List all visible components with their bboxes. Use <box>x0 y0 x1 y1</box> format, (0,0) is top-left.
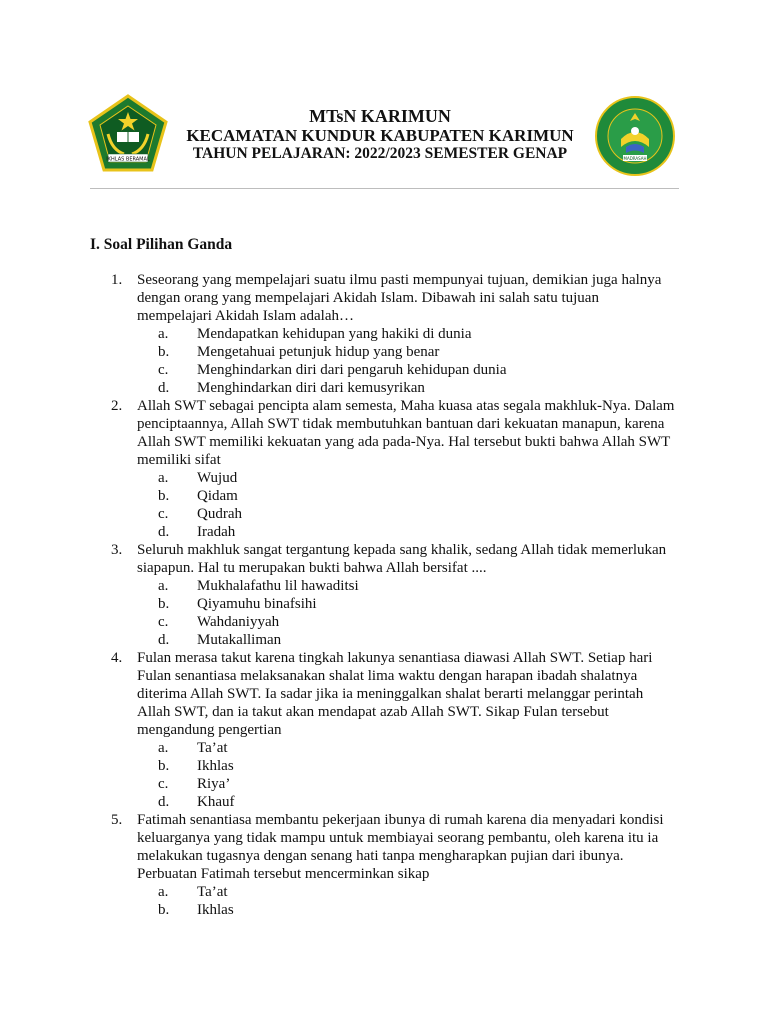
section-title: I. Soal Pilihan Ganda <box>90 236 233 253</box>
question-text-line: mengandung pengertian <box>137 722 282 738</box>
option-letter: d. <box>158 524 170 540</box>
option-letter: d. <box>158 794 170 810</box>
question-text-line: Seluruh makhluk sangat tergantung kepada sang khalik, sedang Allah tidak memerlukan <box>137 542 667 558</box>
question-text-line: diterima Allah SWT. Ia sadar jika ia meninggalkan shalat berarti melanggar perintah <box>137 686 644 702</box>
option-text: Riya’ <box>197 776 231 792</box>
option-letter: c. <box>158 506 169 522</box>
header-divider <box>90 188 679 189</box>
option-text: Wahdaniyyah <box>197 614 280 630</box>
question-number: 2. <box>111 398 123 414</box>
question-text-line: memiliki sifat <box>137 452 221 468</box>
answer-option <box>137 505 690 523</box>
option-text: Iradah <box>197 524 236 540</box>
option-text: Menghindarkan diri dari kemusyrikan <box>197 380 425 396</box>
answer-option <box>137 487 690 505</box>
logo-right-caption: MADRASAH <box>623 155 647 161</box>
question-list <box>90 271 690 919</box>
option-letter: d. <box>158 380 170 396</box>
question-text-line: Allah SWT memiliki kekuatan yang ada pada-Nya. Hal tersebut bukti bahwa Allah SWT <box>137 434 671 450</box>
answer-option <box>137 883 690 901</box>
option-text: Ta’at <box>197 740 228 756</box>
option-text: Khauf <box>197 794 235 810</box>
option-letter: a. <box>158 326 169 342</box>
option-list <box>137 325 690 397</box>
question-text-line: siapapun. Hal tu merupakan bukti bahwa Allah bersifat .... <box>137 560 487 576</box>
question-number: 3. <box>111 542 123 558</box>
question-item <box>90 811 690 919</box>
option-letter: a. <box>158 470 169 486</box>
option-letter: c. <box>158 776 169 792</box>
option-text: Menghindarkan diri dari pengaruh kehidupan dunia <box>197 362 507 378</box>
option-letter: a. <box>158 578 169 594</box>
option-letter: d. <box>158 632 170 648</box>
option-letter: b. <box>158 902 170 918</box>
school-name: MTsN KARIMUN <box>309 106 451 126</box>
question-item <box>90 541 690 649</box>
option-letter: b. <box>158 596 170 612</box>
answer-option <box>137 739 690 757</box>
option-letter: b. <box>158 344 170 360</box>
question-number: 5. <box>111 812 123 828</box>
question-text-line: dengan orang yang mempelajari Akidah Islam. Dibawah ini salah satu tujuan <box>137 290 599 306</box>
logo-left-caption: IKHLAS BERAMAL <box>106 156 150 163</box>
answer-option <box>137 595 690 613</box>
answer-option <box>137 613 690 631</box>
question-text-line: keluarganya yang tidak mampu untuk membiayai seorang pembantu, oleh karena itu ia <box>137 830 659 846</box>
option-text: Ta’at <box>197 884 228 900</box>
option-text: Mengetahuai petunjuk hidup yang benar <box>197 344 440 360</box>
option-text: Ikhlas <box>197 902 234 918</box>
question-text-line: Allah SWT sebagai pencipta alam semesta, Maha kuasa atas segala makhluk-Nya. Dalam <box>137 398 675 414</box>
question-item <box>90 271 690 397</box>
answer-option <box>137 775 690 793</box>
option-text: Mendapatkan kehidupan yang hakiki di dunia <box>197 326 472 342</box>
answer-option <box>137 631 690 649</box>
answer-option <box>137 379 690 397</box>
question-text-line: Perbuatan Fatimah tersebut mencerminkan sikap <box>137 866 430 882</box>
option-text: Wujud <box>197 470 238 486</box>
question-text-line: Fatimah senantiasa membantu pekerjaan ibunya di rumah karena dia menyadari kondisi <box>137 812 664 828</box>
question-text-line: Seseorang yang mempelajari suatu ilmu pasti mempunyai tujuan, demikian juga halnya <box>137 272 662 288</box>
option-list <box>137 739 690 811</box>
option-letter: a. <box>158 740 169 756</box>
option-list <box>137 883 690 919</box>
option-text: Mukhalafathu lil hawaditsi <box>197 578 359 594</box>
option-text: Mutakalliman <box>197 632 282 648</box>
option-letter: b. <box>158 488 170 504</box>
question-text-line: Fulan senantiasa melaksanakan shalat lima waktu dengan harapan ibadah shalatnya <box>137 668 638 684</box>
question-text-line: melakukan tugasnya dengan senang hati tanpa mengharapkan pujian dari ibunya. <box>137 848 624 864</box>
answer-option <box>137 523 690 541</box>
answer-option <box>137 469 690 487</box>
academic-year: TAHUN PELAJARAN: 2022/2023 SEMESTER GENAP <box>192 145 568 162</box>
answer-option <box>137 793 690 811</box>
option-letter: a. <box>158 884 169 900</box>
answer-option <box>137 343 690 361</box>
question-item <box>90 397 690 541</box>
question-text-line: Fulan merasa takut karena tingkah lakunya senantiasa diawasi Allah SWT. Setiap hari <box>137 650 653 666</box>
option-text: Qudrah <box>197 506 242 522</box>
option-list <box>137 469 690 541</box>
madrasah-logo <box>594 95 676 177</box>
question-number: 4. <box>111 650 123 666</box>
answer-option <box>137 325 690 343</box>
answer-option <box>137 757 690 775</box>
question-text-line: mempelajari Akidah Islam adalah… <box>137 308 355 324</box>
option-letter: b. <box>158 758 170 774</box>
question-text-line: Allah SWT, dan ia takut akan mendapat azab Allah SWT. Sikap Fulan tersebut <box>137 704 609 720</box>
option-text: Qiyamuhu binafsihi <box>197 596 317 612</box>
question-number: 1. <box>111 272 123 288</box>
kemenag-logo <box>88 94 168 172</box>
option-list <box>137 577 690 649</box>
answer-option <box>137 577 690 595</box>
option-letter: c. <box>158 614 169 630</box>
district-name: KECAMATAN KUNDUR KABUPATEN KARIMUN <box>186 126 574 145</box>
question-item <box>90 649 690 811</box>
answer-option <box>137 361 690 379</box>
answer-option <box>137 901 690 919</box>
question-text-line: penciptaannya, Allah SWT tidak membutuhkan bantuan dari kekuatan manapun, karena <box>137 416 665 432</box>
option-text: Ikhlas <box>197 758 234 774</box>
option-text: Qidam <box>197 488 238 504</box>
option-letter: c. <box>158 362 169 378</box>
